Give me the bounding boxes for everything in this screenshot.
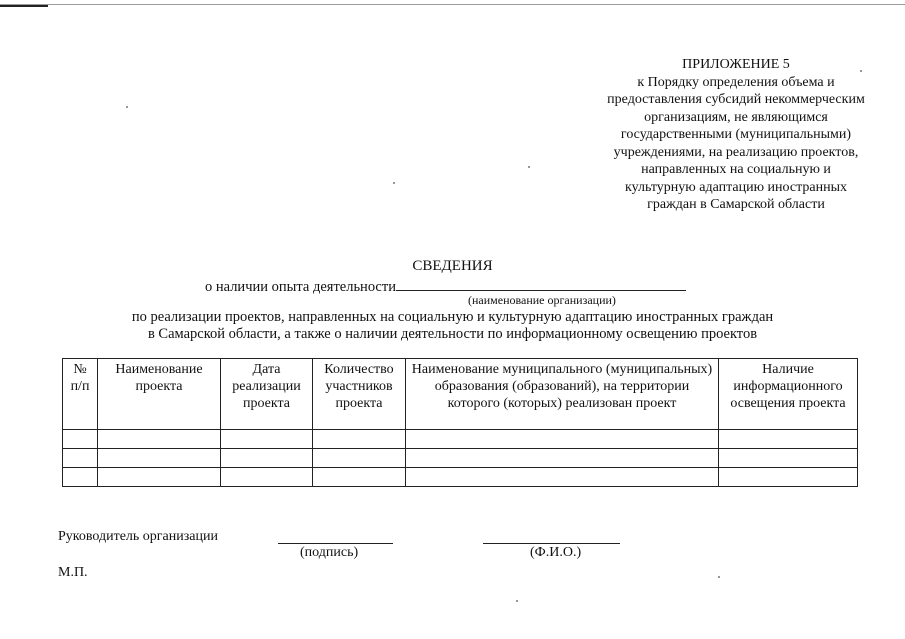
header-number: № п/п	[63, 359, 98, 430]
appendix-line: к Порядку определения объема и	[637, 74, 835, 90]
header-participants: Количество участников проекта	[313, 359, 406, 430]
appendix-line: направленных на социальную и	[641, 162, 831, 177]
header-municipality: Наименование муниципального (муниципальных) образования (образований), на территории которого (которых) реализован проект	[406, 359, 719, 430]
full-name-caption: (Ф.И.О.)	[530, 545, 582, 560]
table-cell[interactable]	[98, 468, 221, 487]
table-row	[63, 468, 858, 487]
table-cell[interactable]	[406, 449, 719, 468]
scan-speck	[393, 182, 395, 184]
table-cell[interactable]	[98, 430, 221, 449]
experience-label: о наличии опыта деятельности	[205, 279, 396, 295]
table-cell[interactable]	[406, 468, 719, 487]
scan-top-mark	[0, 5, 48, 7]
table-cell[interactable]	[719, 449, 858, 468]
scan-speck	[528, 166, 530, 168]
table-cell[interactable]	[63, 449, 98, 468]
manager-label: Руководитель организации	[58, 529, 218, 544]
stamp-placeholder: М.П.	[58, 565, 88, 580]
appendix-title: ПРИЛОЖЕНИЕ 5	[682, 57, 790, 72]
scan-speck	[718, 576, 720, 578]
signature-field[interactable]	[278, 543, 393, 544]
signature-caption: (подпись)	[300, 545, 359, 560]
appendix-line: учреждениями, на реализацию проектов,	[613, 144, 859, 160]
table-cell[interactable]	[313, 430, 406, 449]
appendix-line: предоставления субсидий некоммерческим	[607, 92, 865, 107]
table-cell[interactable]	[63, 468, 98, 487]
scan-top-border	[0, 4, 905, 5]
table-cell[interactable]	[719, 468, 858, 487]
subtitle	[0, 309, 905, 343]
appendix-line: организациям, не являющимся	[644, 109, 828, 125]
header-date: Дата реализации проекта	[221, 359, 313, 430]
table-cell[interactable]	[63, 430, 98, 449]
full-name-field[interactable]	[483, 543, 620, 544]
table-cell[interactable]	[406, 430, 719, 449]
scan-speck	[126, 106, 128, 108]
appendix-block	[580, 56, 892, 214]
document-heading: СВЕДЕНИЯ	[412, 258, 493, 274]
header-project-name: Наименование проекта	[98, 359, 221, 430]
appendix-line: культурную адаптацию иностранных	[625, 179, 847, 195]
table-cell[interactable]	[98, 449, 221, 468]
scan-speck	[860, 70, 862, 72]
table-cell[interactable]	[221, 430, 313, 449]
subtitle-line: по реализации проектов, направленных на социальную и культурную адаптацию иностранных граждан	[131, 309, 774, 325]
table-cell[interactable]	[221, 468, 313, 487]
organization-caption: (наименование организации)	[468, 293, 616, 307]
table-row	[63, 430, 858, 449]
projects-table	[62, 358, 858, 487]
subtitle-line: в Самарской области, а также о наличии деятельности по информационному освещению проектов	[147, 326, 758, 342]
appendix-line: государственными (муниципальными)	[620, 127, 852, 142]
table-header-row	[63, 359, 858, 430]
table-row	[63, 449, 858, 468]
table-cell[interactable]	[313, 468, 406, 487]
table-cell[interactable]	[313, 449, 406, 468]
table-cell[interactable]	[221, 449, 313, 468]
scan-speck	[516, 600, 518, 602]
table-cell[interactable]	[719, 430, 858, 449]
header-media-coverage: Наличие информационного освещения проекта	[719, 359, 858, 430]
organization-name-field[interactable]	[396, 278, 686, 291]
appendix-line: граждан в Самарской области	[647, 197, 825, 212]
